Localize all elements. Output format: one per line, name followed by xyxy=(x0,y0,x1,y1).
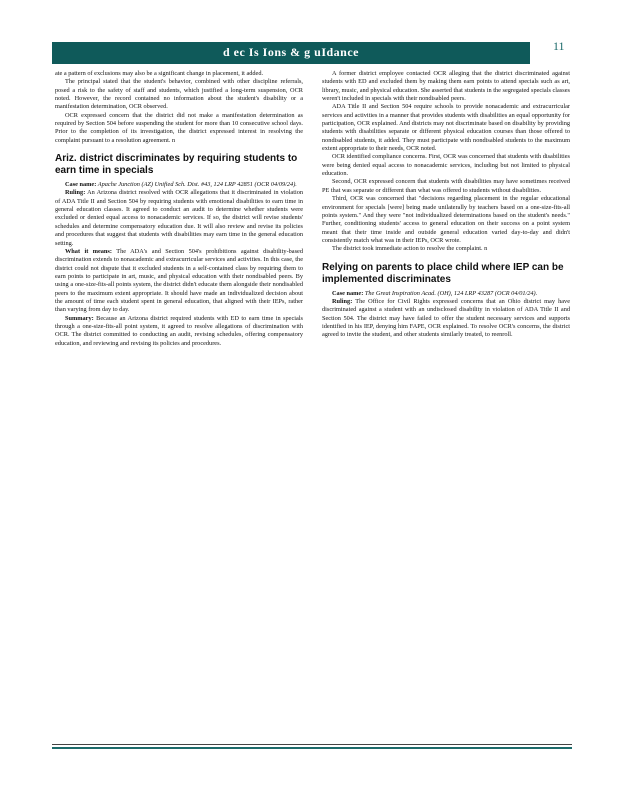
ruling-text: An Arizona district resolved with OCR allegations that it discriminated in violation of ADA Title II and Section 504 by requiring students with emotional disabilities to earn time in general education classes. It agreed to conduct an audit to determine whether students were excluded or denied equal access to nonacademic services. If so, the district will revise students' schedules and determine compensatory education due. It will also review and revise its policies and procedures that suggest that students with disabilities may earn time in the general education setting. xyxy=(55,189,303,247)
footer-accent-rule xyxy=(52,747,572,749)
ruling-text: The Office for Civil Rights expressed concerns that an Ohio district may have discriminated against a student with an undisclosed disability in violation of ADA Title II and Section 504. The district may have failed to offer the student necessary services and supports identified in his IEP, denying him FAPE, OCR explained. To resolve OCR's concerns, the district agreed to invite the student, and other students similarly treated, to reenroll. xyxy=(322,297,570,339)
body-paragraph: Third, OCR was concerned that "decisions regarding placement in the regular educational environment for specials [were] being made unilaterally by teachers based on a one-size-fits-all points system." And they were "not individualized determinations based on the student's needs." Further, conditioning students' access to general education on their success on a point system meant that their time inside and outside general education varied day-to-day and didn't consistently match what was in their IEPs, OCR wrote. xyxy=(322,195,570,244)
article-heading: Ariz. district discriminates by requiring students to earn time in specials xyxy=(55,153,298,177)
body-paragraph: Second, OCR expressed concern that students with disabilities may have sometimes received PE that was separate or different than what was offered to students without disabilities. xyxy=(322,178,570,194)
body-paragraph: A former district employee contacted OCR alleging that the district discriminated against students with ED and excluded them by making them earn points to attend specials such as art, library, music, and physical education. She asserted that students in the segregated specials classes weren't included in specials with their nondisabled peers. xyxy=(322,70,570,103)
summary-text: Because an Arizona district required students with ED to earn time in specials through a one-size-fits-all point system, it agreed to resolve allegations of discrimination with OCR. The district committed to conducting an audit, revising schedules, offering compensatory education, and reviewing and revising its policies and procedures. xyxy=(55,314,303,347)
means-paragraph xyxy=(55,248,303,315)
case-text: Apache Junction (AZ) Unified Sch. Dist. #43, 124 LRP 42851 (OCR 04/09/24). xyxy=(96,181,297,189)
ruling-paragraph xyxy=(55,189,303,247)
case-text: The Great Inspiration Acad. (OH), 124 LRP 43287 (OCR 04/01/24). xyxy=(363,289,538,297)
ruling-label: Ruling: xyxy=(65,189,86,197)
intro-paragraph: OCR expressed concern that the district did not make a manifestation determination as required by Section 504 before suspending the student for more than 10 consecutive school days. Prior to the completion of its investigation, the district expressed interest in resolving the complaint pursuant to a resolution agreement. n xyxy=(55,111,303,144)
means-text: The ADA's and Section 504's prohibitions against disability-based discrimination extends to nonacademic and extracurricular services and activities. In this case, the district could not dispute that it excluded students in a self-contained class by requiring them to earn points to participate in art, music, and physical education with their nondisabled peers. By using a one-size-fits-all points system, the district didn't educate them alongside their nondisabled peers to the maximum extent appropriate. It should have made an individualized decision about the amount of time each student spent in general education, that aligned with their IEPs, rather than varying from day to day. xyxy=(55,247,303,314)
means-label: What it means: xyxy=(65,247,112,255)
article-heading: Relying on parents to place child where IEP can be implemented discriminates xyxy=(322,261,564,285)
ruling-paragraph xyxy=(322,298,570,340)
ruling-label: Ruling: xyxy=(332,297,353,305)
case-label: Case name: xyxy=(65,181,97,189)
left-column xyxy=(55,70,303,348)
summary-paragraph xyxy=(55,315,303,348)
case-citation xyxy=(322,290,570,298)
right-column xyxy=(322,70,570,340)
intro-paragraph: ate a pattern of exclusions may also be a significant change in placement, it added. xyxy=(55,70,264,77)
body-paragraph: ADA Title II and Section 504 require schools to provide nonacademic and extracurricular services and activities in a manner that provides students with disabilities an equal opportunity for participation, OCR explained. And districts may not discriminate based on disability by providing students with disabilities separate or different physical education courses than those offered to nondisabled students, it added. They must participate with nondisabled students to the maximum extent appropriate to their needs, OCR noted. xyxy=(322,103,570,153)
page-number: 11 xyxy=(553,39,565,53)
header-title: d ec Is Ions & g uIdance xyxy=(222,45,360,59)
case-label: Case name: xyxy=(332,289,364,297)
body-paragraph: OCR identified compliance concerns. First, OCR was concerned that students with disabilities were being denied equal access to nonacademic services, including but not limited to physical education. xyxy=(322,153,570,178)
footer-rule xyxy=(52,744,572,745)
summary-label: Summary: xyxy=(65,314,94,322)
body-paragraph: The district took immediate action to resolve the complaint. n xyxy=(332,245,488,253)
header-bar xyxy=(52,42,530,64)
case-citation xyxy=(55,181,303,189)
intro-paragraph: The principal stated that the student's behavior, combined with other discipline referrals, posed a risk to the safety of staff and students, which justified a long-term suspension, OCR noted. However, the record contained no information about the student's disability or a manifestation determination, OCR observed. xyxy=(55,78,303,111)
